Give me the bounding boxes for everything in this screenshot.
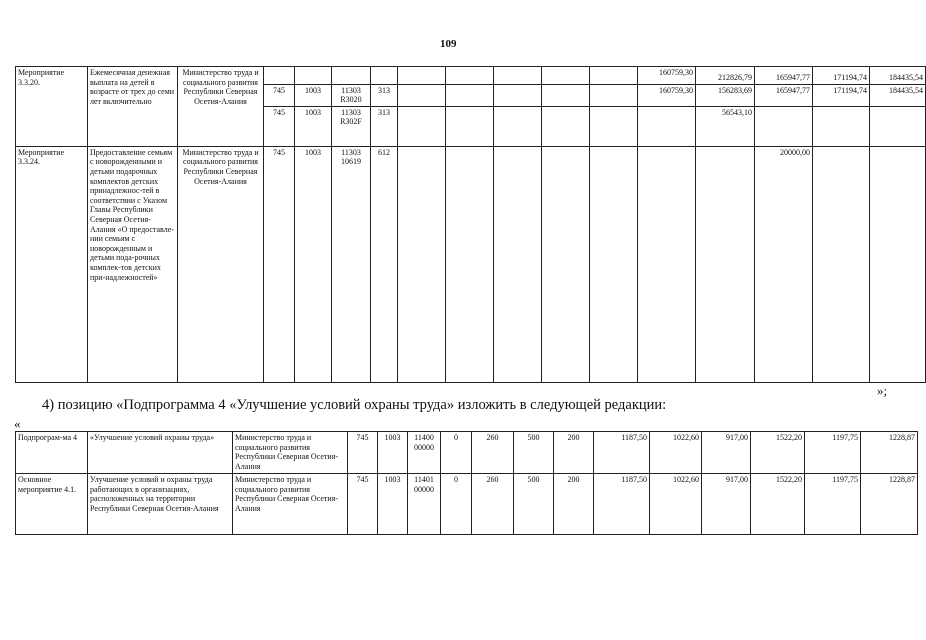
row-description: Ежемесячная денежная выплата на детей в возрасте от трех до семи лет включительно <box>88 67 178 147</box>
row-name: Основное мероприятие 4.1. <box>16 474 88 535</box>
budget-table-subprogram-4 <box>15 431 918 535</box>
cell-value: 917,00 <box>702 474 751 535</box>
cell-value-4: 171194,74 <box>813 84 870 106</box>
cell-grbs: 745 <box>264 106 295 146</box>
row-description: «Улучшение условий охраны труда» <box>88 432 233 474</box>
cell-value: 1228,87 <box>861 474 918 535</box>
cell-value-2: 212826,79 <box>696 67 755 85</box>
page-number: 109 <box>440 38 457 50</box>
cell-value: 1522,20 <box>751 474 805 535</box>
cell-csr: 11400 00000 <box>408 432 441 474</box>
cell-vr: 612 <box>371 146 398 382</box>
cell-rz: 1003 <box>378 474 408 535</box>
cell-grbs: 745 <box>348 474 378 535</box>
cell-value-5: 184435,54 <box>870 67 926 85</box>
cell-value-2: 156283,69 <box>696 84 755 106</box>
cell-value: 1187,50 <box>594 474 650 535</box>
row-description: Улучшение условий и охраны труда работающих в организациях, расположенных на территории Республики Северная Осетия-Алания <box>88 474 233 535</box>
budget-table-subprogram-3 <box>15 66 926 383</box>
cell-csr: 11401 00000 <box>408 474 441 535</box>
row-executor: Министерство труда и социального развития Республики Северная Осетия-Алания <box>233 432 348 474</box>
cell-value: 200 <box>554 474 594 535</box>
cell-value: 260 <box>472 474 514 535</box>
cell-vr: 0 <box>441 474 472 535</box>
opening-quote-mark: « <box>14 416 21 431</box>
cell-value: 1022,60 <box>650 432 702 474</box>
cell-value: 1197,75 <box>805 474 861 535</box>
cell-value-5 <box>870 106 926 146</box>
cell-value: 1228,87 <box>861 432 918 474</box>
row-description: Предоставление семьям с новорожденными и детьми подарочных комплектов детских принадлежнос-тей в соответствии с Указом Главы Республики Северная Осетия-Алания «О предоставле-нии семьям с новорожденным и детьми пода-рочных комплек-тов детских при-надлежностей» <box>88 146 178 382</box>
cell-grbs: 745 <box>348 432 378 474</box>
cell-vr: 313 <box>371 106 398 146</box>
cell-value-3: 165947,77 <box>755 67 813 85</box>
closing-quote-mark: »; <box>877 383 888 398</box>
row-executor: Министерство труда и социального развития Республики Северная Осетия-Алания <box>178 67 264 147</box>
cell-grbs: 745 <box>264 84 295 106</box>
cell-value-1: 160759,30 <box>638 84 696 106</box>
cell-csr: 11303 10619 <box>332 146 371 382</box>
cell-value: 1522,20 <box>751 432 805 474</box>
cell-rz: 1003 <box>378 432 408 474</box>
row-executor: Министерство труда и социального развития Республики Северная Осетия-Алания <box>233 474 348 535</box>
cell-value: 917,00 <box>702 432 751 474</box>
cell-value: 1022,60 <box>650 474 702 535</box>
cell-value-4 <box>813 106 870 146</box>
amendment-heading: 4) позицию «Подпрограмма 4 «Улучшение условий охраны труда» изложить в следующей редакции: <box>42 397 667 413</box>
cell-value: 500 <box>514 432 554 474</box>
cell-rz: 1003 <box>295 84 332 106</box>
cell-csr <box>332 67 371 85</box>
row-executor: Министерство труда и социального развития Республики Северная Осетия-Алания <box>178 146 264 382</box>
cell-value: 1187,50 <box>594 432 650 474</box>
cell-value-3: 165947,77 <box>755 84 813 106</box>
cell-csr: 11303 R3020 <box>332 84 371 106</box>
cell-rz <box>295 67 332 85</box>
cell-value: 1197,75 <box>805 432 861 474</box>
cell-value-4: 171194,74 <box>813 67 870 85</box>
cell-grbs <box>264 67 295 85</box>
cell-value-1: 160759,30 <box>638 67 696 85</box>
cell-grbs: 745 <box>264 146 295 382</box>
cell-value-5: 184435,54 <box>870 84 926 106</box>
row-name: Подпрограм-ма 4 <box>16 432 88 474</box>
cell-rz: 1003 <box>295 106 332 146</box>
cell-value: 200 <box>554 432 594 474</box>
cell-csr: 11303 R302F <box>332 106 371 146</box>
cell-value: 500 <box>514 474 554 535</box>
cell-value-3 <box>755 106 813 146</box>
row-name: Мероприятие 3.3.24. <box>16 146 88 382</box>
cell-value-3: 20000,00 <box>755 146 813 382</box>
cell-rz: 1003 <box>295 146 332 382</box>
cell-value: 260 <box>472 432 514 474</box>
cell-vr <box>371 67 398 85</box>
cell-vr: 0 <box>441 432 472 474</box>
cell-vr: 313 <box>371 84 398 106</box>
cell-value-2: 56543,10 <box>696 106 755 146</box>
row-name: Мероприятие 3.3.20. <box>16 67 88 147</box>
cell-value-1 <box>638 106 696 146</box>
